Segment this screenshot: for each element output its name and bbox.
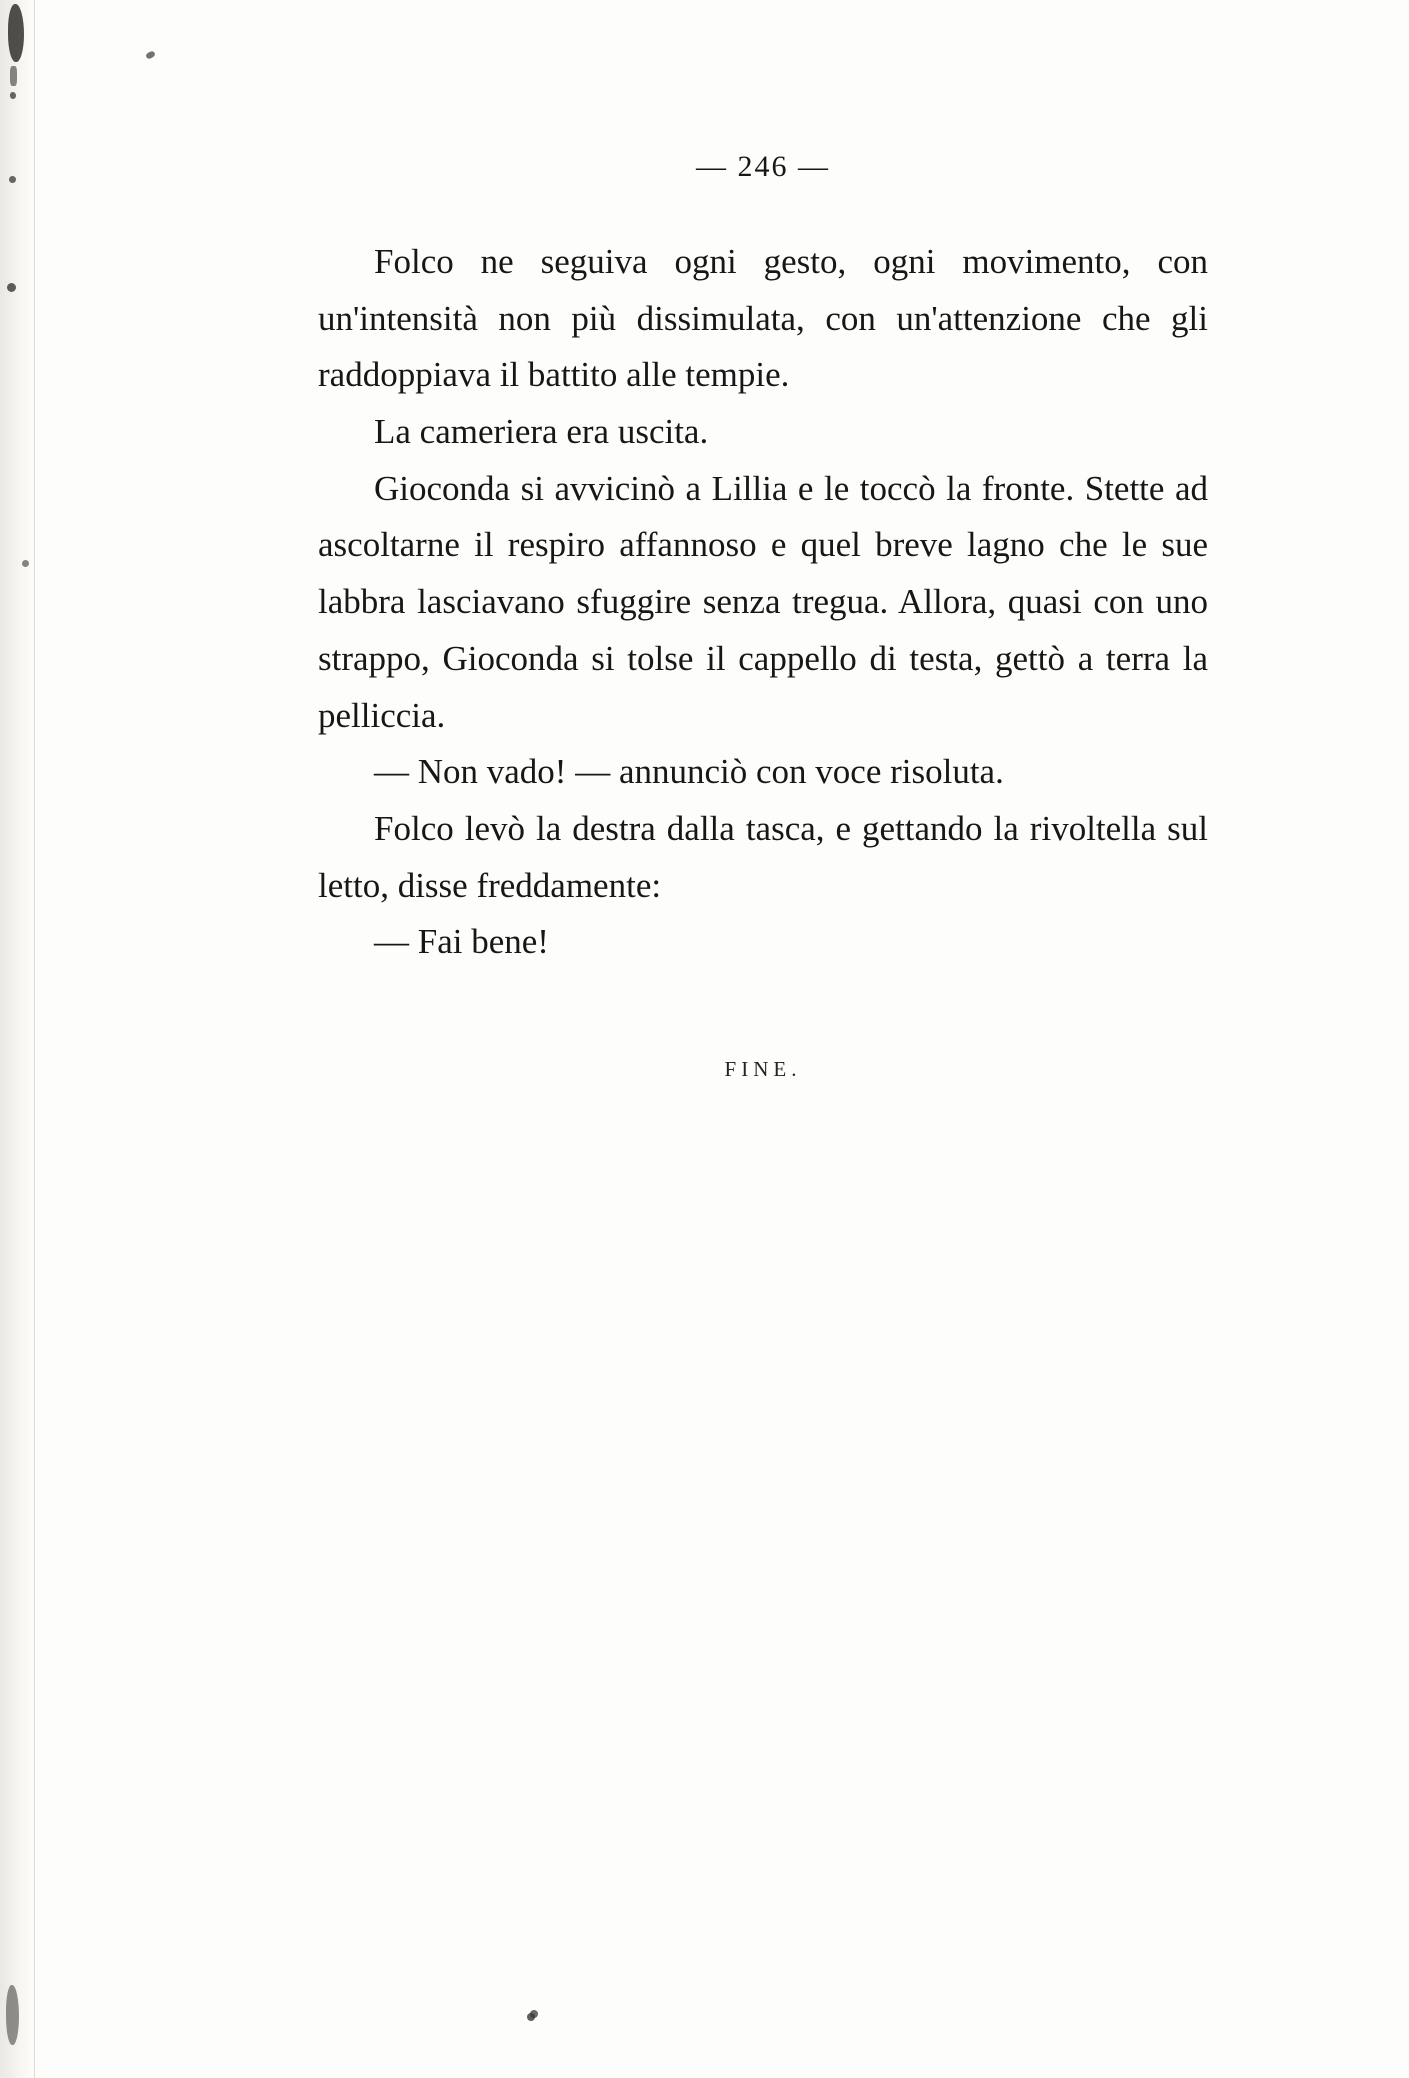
page-number: — 246 —: [696, 150, 830, 183]
end-of-book-mark: FINE.: [724, 1056, 802, 1081]
page-text-block: [318, 150, 1208, 1082]
scan-blot: [10, 66, 17, 86]
paragraph: Folco levò la destra dalla tasca, e gettando la rivoltella sul letto, disse freddamente:: [318, 808, 1208, 905]
scan-speck: [9, 176, 16, 183]
paragraph-dialogue: — Fai bene!: [374, 922, 549, 962]
scan-speck: [145, 50, 156, 60]
scan-left-edge-artifact: [0, 0, 35, 2078]
scan-blot: [10, 92, 16, 99]
paragraph-dialogue: — Non vado! — annunciò con voce risoluta.: [374, 752, 1004, 792]
paragraph: La cameriera era uscita.: [374, 412, 709, 452]
scan-speck: [527, 2013, 535, 2021]
scan-blot: [8, 4, 24, 62]
scan-speck: [22, 560, 29, 567]
scan-blot: [6, 1985, 19, 2045]
scan-speck: [7, 283, 16, 292]
paragraph: Gioconda si avvicinò a Lillia e le toccò la fronte. Stette ad ascoltarne il respiro affannoso e quel breve lagno che le sue labbra lasciavano sfuggire senza tregua. Allora, quasi con uno strappo, Gioconda si tolse il cappello di testa, gettò a terra la pelliccia.: [318, 468, 1208, 735]
paragraph: Folco ne seguiva ogni gesto, ogni movimento, con un'intensità non più dissimulata, con un'attenzione che gli raddoppiava il battito alle tempie.: [318, 242, 1208, 395]
